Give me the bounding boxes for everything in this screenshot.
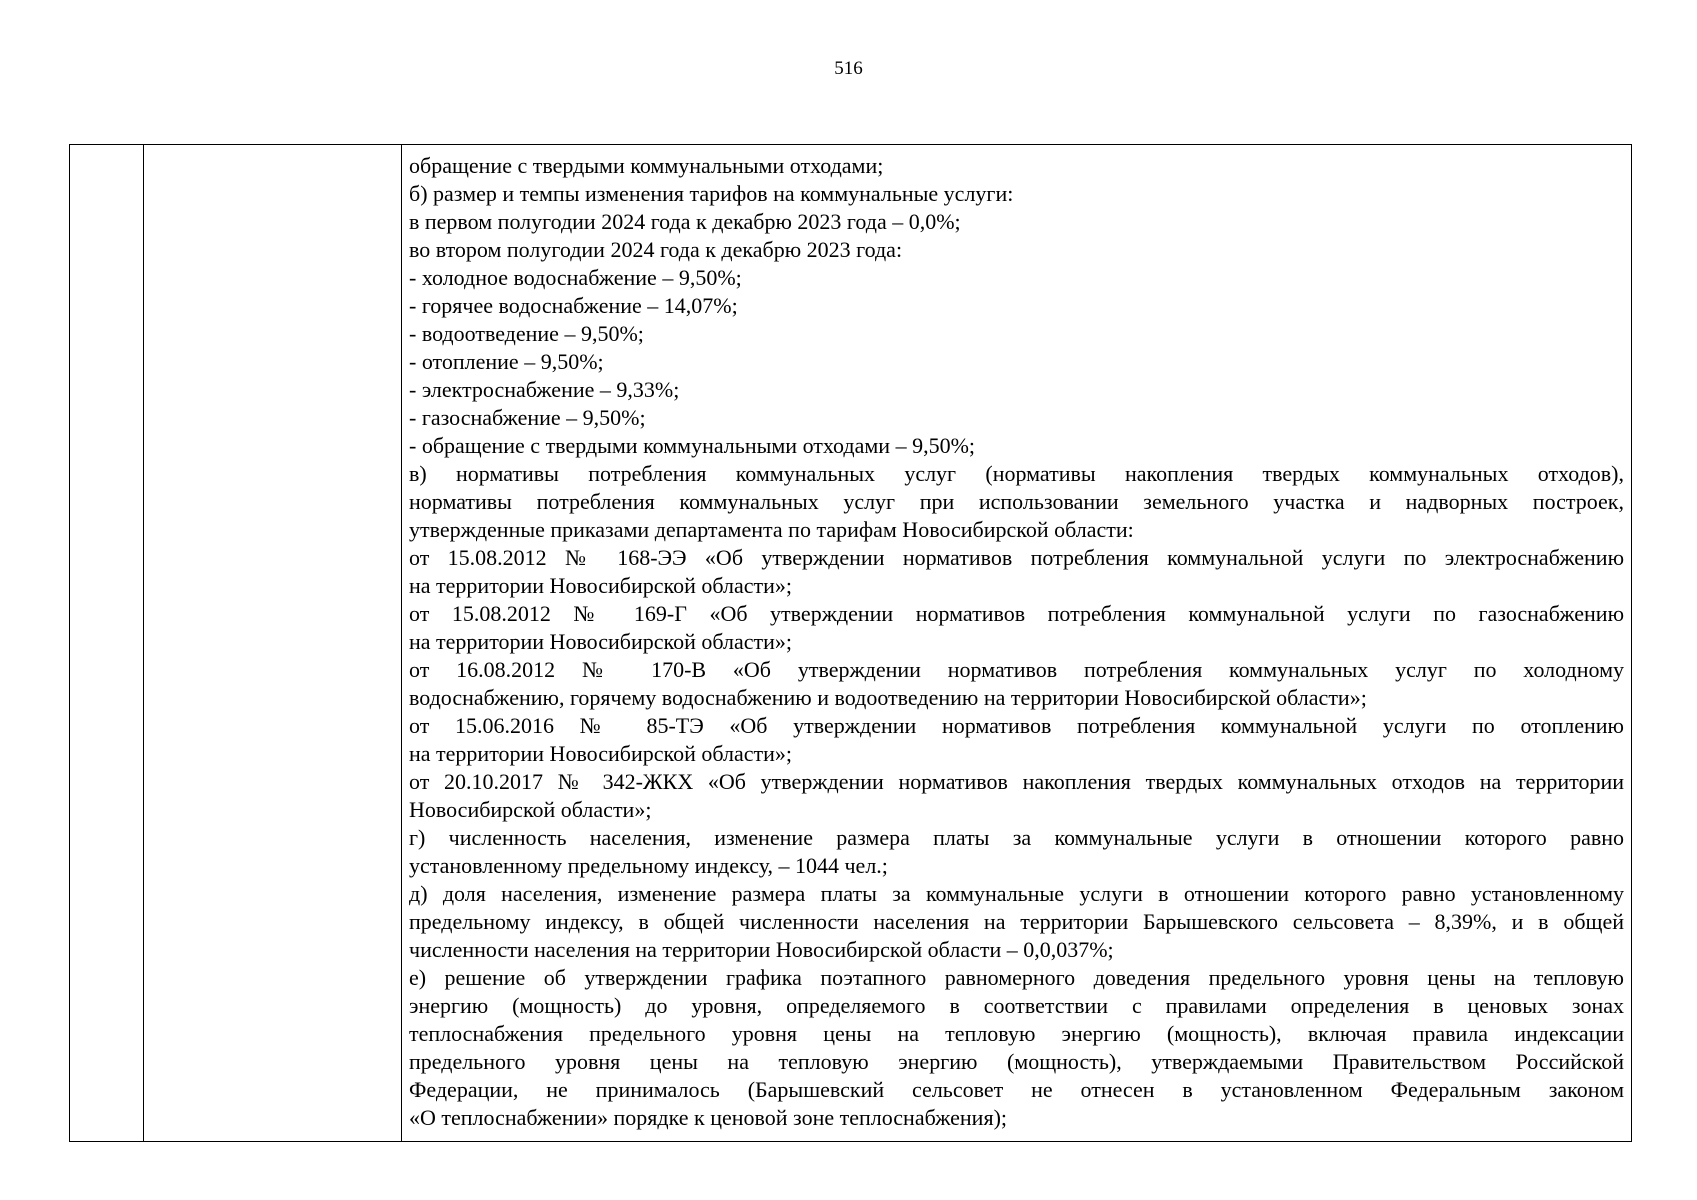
text-line: установленному предельному индексу, – 1044 чел.; — [409, 853, 888, 878]
text-line: б) размер и темпы изменения тарифов на коммунальные услуги: — [409, 181, 1014, 206]
text-line: предельного уровня цены на тепловую энергию (мощность), утверждаемыми Правительством Российской — [409, 1049, 1624, 1074]
text-line: теплоснабжения предельного уровня цены на тепловую энергию (мощность), включая правила индексации — [409, 1021, 1624, 1046]
page-number: 516 — [834, 58, 863, 79]
table-row — [70, 145, 1632, 1142]
text-line: обращение с твердыми коммунальными отходами; — [409, 153, 884, 178]
text-line: численности населения на территории Новосибирской области – 0,0,037%; — [409, 937, 1114, 962]
name-cell — [144, 145, 402, 1142]
text-line: - электроснабжение – 9,33%; — [409, 377, 680, 402]
text-line: - газоснабжение – 9,50%; — [409, 405, 646, 430]
text-line: утвержденные приказами департамента по тарифам Новосибирской области: — [409, 517, 1134, 542]
text-line: нормативы потребления коммунальных услуг при использовании земельного участка и надворных построек, — [409, 489, 1624, 514]
content-cell — [402, 145, 1632, 1142]
text-line: водоснабжению, горячему водоснабжению и водоотведению на территории Новосибирской области»; — [409, 685, 1367, 710]
text-line: на территории Новосибирской области»; — [409, 629, 793, 654]
text-line: - холодное водоснабжение – 9,50%; — [409, 265, 742, 290]
text-line: е) решение об утверждении графика поэтапного равномерного доведения предельного уровня цены на тепловую — [409, 965, 1624, 990]
text-line: на территории Новосибирской области»; — [409, 741, 793, 766]
text-line: в) нормативы потребления коммунальных услуг (нормативы накопления твердых коммунальных отходов), — [409, 461, 1624, 486]
text-line: - отопление – 9,50%; — [409, 349, 604, 374]
text-line: от 20.10.2017 № 342-ЖКХ «Об утверждении нормативов накопления твердых коммунальных отходов на территории — [409, 769, 1624, 794]
text-line: энергию (мощность) до уровня, определяемого в соответствии с правилами определения в ценовых зонах — [409, 993, 1624, 1018]
text-line: Новосибирской области»; — [409, 797, 652, 822]
text-line: д) доля населения, изменение размера платы за коммунальные услуги в отношении которого равно установленному — [409, 881, 1624, 906]
document-table — [69, 144, 1632, 1142]
text-line: «О теплоснабжении» порядке к ценовой зоне теплоснабжения); — [409, 1105, 1008, 1130]
text-line: г) численность населения, изменение размера платы за коммунальные услуги в отношении которого равно — [409, 825, 1624, 850]
text-line: - горячее водоснабжение – 14,07%; — [409, 293, 738, 318]
number-cell — [70, 145, 144, 1142]
text-line: Федерации, не принималось (Барышевский сельсовет не отнесен в установленном Федеральным законом — [409, 1077, 1624, 1102]
text-line: от 16.08.2012 № 170-В «Об утверждении нормативов потребления коммунальных услуг по холодному — [409, 657, 1624, 682]
text-line: от 15.08.2012 № 169-Г «Об утверждении нормативов потребления коммунальной услуги по газоснабжению — [409, 601, 1624, 626]
text-line: - обращение с твердыми коммунальными отходами – 9,50%; — [409, 433, 976, 458]
text-line: во втором полугодии 2024 года к декабрю 2023 года: — [409, 237, 903, 262]
text-line: предельному индексу, в общей численности населения на территории Барышевского сельсовета – 8,39%, и в общей — [409, 909, 1624, 934]
text-line: - водоотведение – 9,50%; — [409, 321, 644, 346]
text-line: в первом полугодии 2024 года к декабрю 2023 года – 0,0%; — [409, 209, 961, 234]
text-line: на территории Новосибирской области»; — [409, 573, 793, 598]
text-line: от 15.06.2016 № 85-ТЭ «Об утверждении нормативов потребления коммунальной услуги по отоплению — [409, 713, 1624, 738]
text-line: от 15.08.2012 № 168-ЭЭ «Об утверждении нормативов потребления коммунальной услуги по электроснабжению — [409, 545, 1624, 570]
content-text — [409, 152, 1624, 1132]
